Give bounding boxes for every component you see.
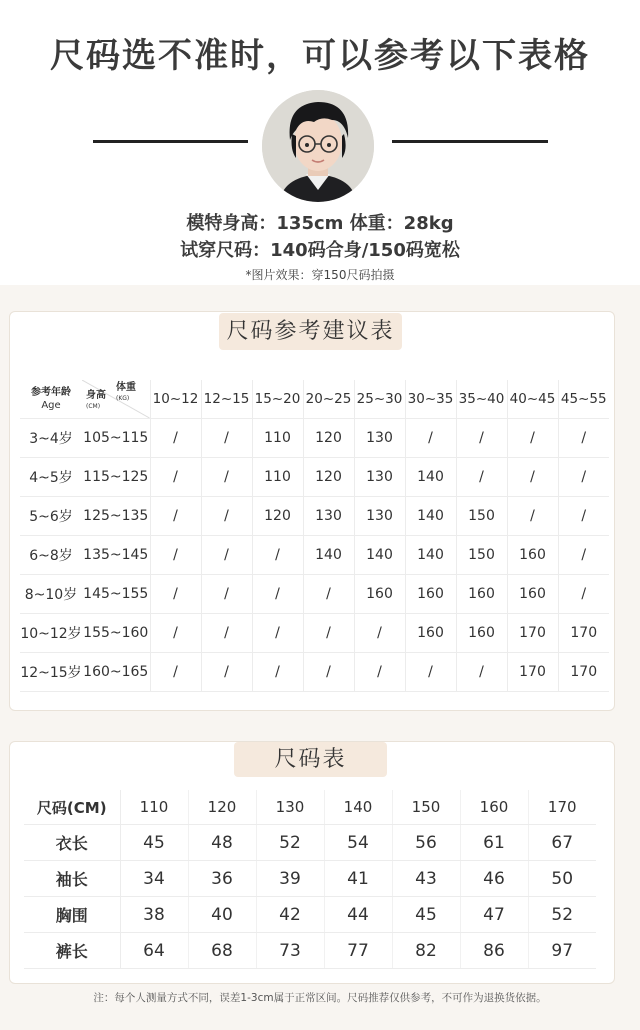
size-cell: /	[252, 653, 303, 692]
size-cell: /	[456, 653, 507, 692]
height-cell: 145~155	[82, 575, 150, 614]
measurement-cell: 48	[188, 825, 256, 861]
size-cell: 160	[405, 575, 456, 614]
recommend-row	[20, 575, 609, 614]
measurement-cell: 50	[528, 861, 596, 897]
model-fit: 试穿尺码：140码合身/150码宽松	[180, 240, 460, 261]
size-cell: /	[507, 419, 558, 458]
age-header-en: Age	[41, 400, 61, 411]
recommend-table	[20, 380, 609, 692]
measurement-cell: 38	[120, 897, 188, 933]
height-unit: (CM)	[86, 403, 101, 410]
size-cell: /	[201, 575, 252, 614]
size-cell: /	[150, 653, 201, 692]
measurement-cell: 47	[460, 897, 528, 933]
size-cell: /	[252, 614, 303, 653]
age-cell: 10~12岁	[20, 614, 82, 653]
size-cell: 170	[507, 653, 558, 692]
recommend-header-row	[20, 380, 609, 419]
measurement-cell: 44	[324, 897, 392, 933]
size-cell: 170	[558, 653, 609, 692]
recommend-row	[20, 497, 609, 536]
size-cell: /	[150, 614, 201, 653]
measurement-cell: 61	[460, 825, 528, 861]
size-cell: /	[405, 653, 456, 692]
size-cell: 130	[354, 419, 405, 458]
size-column-header: 150	[392, 790, 460, 825]
size-cell: 160	[507, 575, 558, 614]
measurement-cell: 97	[528, 933, 596, 969]
measurement-cell: 77	[324, 933, 392, 969]
age-header	[20, 380, 82, 419]
height-cell: 105~115	[82, 419, 150, 458]
recommend-title: 尺码参考建议表	[219, 313, 402, 350]
measurement-cell: 82	[392, 933, 460, 969]
model-measurements: 模特身高：135cm 体重：28kg	[186, 213, 454, 234]
height-cell: 155~160	[82, 614, 150, 653]
size-cell: /	[558, 497, 609, 536]
measurement-row	[24, 825, 596, 861]
measurement-cell: 45	[392, 897, 460, 933]
weight-col-header: 20~25	[303, 380, 354, 419]
size-cell: 140	[303, 536, 354, 575]
size-cell: 160	[456, 614, 507, 653]
size-header-label: 尺码(CM)	[24, 790, 120, 825]
recommend-row	[20, 419, 609, 458]
size-cell: 130	[303, 497, 354, 536]
size-cell: 120	[252, 497, 303, 536]
measurement-cell: 42	[256, 897, 324, 933]
size-column-header: 110	[120, 790, 188, 825]
header-section	[0, 0, 640, 290]
size-cell: 160	[456, 575, 507, 614]
photo-note: *图片效果：穿150尺码拍摄	[245, 268, 395, 282]
weight-col-header: 15~20	[252, 380, 303, 419]
size-cell: /	[201, 458, 252, 497]
size-cell: /	[354, 614, 405, 653]
size-column-header: 140	[324, 790, 392, 825]
size-column-header: 160	[460, 790, 528, 825]
measurement-label: 裤长	[24, 933, 120, 969]
size-cell: /	[150, 458, 201, 497]
size-cell: /	[303, 575, 354, 614]
measurement-row	[24, 897, 596, 933]
size-cell: 130	[354, 497, 405, 536]
age-header-label: 参考年龄	[31, 387, 71, 398]
size-cell: /	[252, 575, 303, 614]
weight-col-header: 30~35	[405, 380, 456, 419]
size-cell: /	[201, 614, 252, 653]
page-title: 尺码选不准时，可以参考以下表格	[50, 36, 590, 76]
model-info	[0, 210, 640, 283]
size-cell: 140	[405, 497, 456, 536]
size-chart-title: 尺码表	[234, 742, 387, 777]
size-cell: 170	[507, 614, 558, 653]
size-cell: 160	[405, 614, 456, 653]
weight-col-header: 35~40	[456, 380, 507, 419]
size-cell: /	[303, 653, 354, 692]
measurement-label: 衣长	[24, 825, 120, 861]
age-cell: 5~6岁	[20, 497, 82, 536]
weight-unit: (KG)	[116, 395, 130, 402]
model-avatar	[262, 90, 374, 202]
size-cell: 150	[456, 497, 507, 536]
measurement-cell: 73	[256, 933, 324, 969]
size-cell: 160	[354, 575, 405, 614]
size-cell: /	[558, 536, 609, 575]
size-cell: 120	[303, 419, 354, 458]
size-cell: /	[303, 614, 354, 653]
size-cell: /	[456, 419, 507, 458]
size-cell: /	[201, 536, 252, 575]
footnote: 注：每个人测量方式不同，误差1-3cm属于正常区间。尺码推荐仅供参考，不可作为退换货依据。	[93, 992, 547, 1004]
size-cell: /	[201, 653, 252, 692]
measurement-cell: 41	[324, 861, 392, 897]
size-cell: /	[507, 497, 558, 536]
size-cell: /	[150, 536, 201, 575]
size-cell: 140	[354, 536, 405, 575]
size-cell: 160	[507, 536, 558, 575]
measurement-cell: 68	[188, 933, 256, 969]
weight-col-header: 10~12	[150, 380, 201, 419]
measurement-cell: 34	[120, 861, 188, 897]
divider-left	[93, 140, 248, 143]
size-cell: 110	[252, 458, 303, 497]
size-cell: /	[558, 419, 609, 458]
size-cell: /	[558, 575, 609, 614]
weight-col-header: 45~55	[558, 380, 609, 419]
size-column-header: 170	[528, 790, 596, 825]
size-cell: 110	[252, 419, 303, 458]
size-column-header: 130	[256, 790, 324, 825]
measurement-cell: 52	[256, 825, 324, 861]
measurement-cell: 36	[188, 861, 256, 897]
height-cell: 125~135	[82, 497, 150, 536]
height-cell: 115~125	[82, 458, 150, 497]
size-cell: 140	[405, 458, 456, 497]
height-cell: 160~165	[82, 653, 150, 692]
age-cell: 8~10岁	[20, 575, 82, 614]
size-header-row	[24, 790, 596, 825]
recommend-row	[20, 536, 609, 575]
measurement-cell: 67	[528, 825, 596, 861]
weight-col-header: 40~45	[507, 380, 558, 419]
size-cell: 150	[456, 536, 507, 575]
recommend-row	[20, 614, 609, 653]
measurement-cell: 56	[392, 825, 460, 861]
size-chart-table	[24, 790, 596, 969]
measurement-row	[24, 933, 596, 969]
size-cell: /	[201, 419, 252, 458]
size-column-header: 120	[188, 790, 256, 825]
measurement-cell: 46	[460, 861, 528, 897]
size-cell: /	[507, 458, 558, 497]
height-weight-header	[82, 380, 150, 419]
size-cell: /	[558, 458, 609, 497]
measurement-cell: 40	[188, 897, 256, 933]
size-cell: 140	[405, 536, 456, 575]
measurement-cell: 54	[324, 825, 392, 861]
age-cell: 4~5岁	[20, 458, 82, 497]
age-cell: 6~8岁	[20, 536, 82, 575]
measurement-label: 胸围	[24, 897, 120, 933]
measurement-cell: 52	[528, 897, 596, 933]
weight-col-header: 12~15	[201, 380, 252, 419]
size-cell: /	[201, 497, 252, 536]
height-header-label: 身高	[86, 390, 106, 401]
measurement-cell: 45	[120, 825, 188, 861]
measurement-row	[24, 861, 596, 897]
size-cell: /	[150, 419, 201, 458]
age-cell: 12~15岁	[20, 653, 82, 692]
size-cell: /	[456, 458, 507, 497]
age-cell: 3~4岁	[20, 419, 82, 458]
weight-col-header: 25~30	[354, 380, 405, 419]
measurement-cell: 39	[256, 861, 324, 897]
height-cell: 135~145	[82, 536, 150, 575]
measurement-cell: 86	[460, 933, 528, 969]
measurement-cell: 43	[392, 861, 460, 897]
size-cell: /	[150, 497, 201, 536]
recommend-row	[20, 653, 609, 692]
size-cell: 130	[354, 458, 405, 497]
size-cell: 120	[303, 458, 354, 497]
weight-header-label: 体重	[116, 382, 136, 393]
recommend-row	[20, 458, 609, 497]
size-cell: 170	[558, 614, 609, 653]
divider-right	[392, 140, 548, 143]
measurement-label: 袖长	[24, 861, 120, 897]
size-cell: /	[150, 575, 201, 614]
size-cell: /	[252, 536, 303, 575]
size-cell: /	[354, 653, 405, 692]
size-cell: /	[405, 419, 456, 458]
measurement-cell: 64	[120, 933, 188, 969]
